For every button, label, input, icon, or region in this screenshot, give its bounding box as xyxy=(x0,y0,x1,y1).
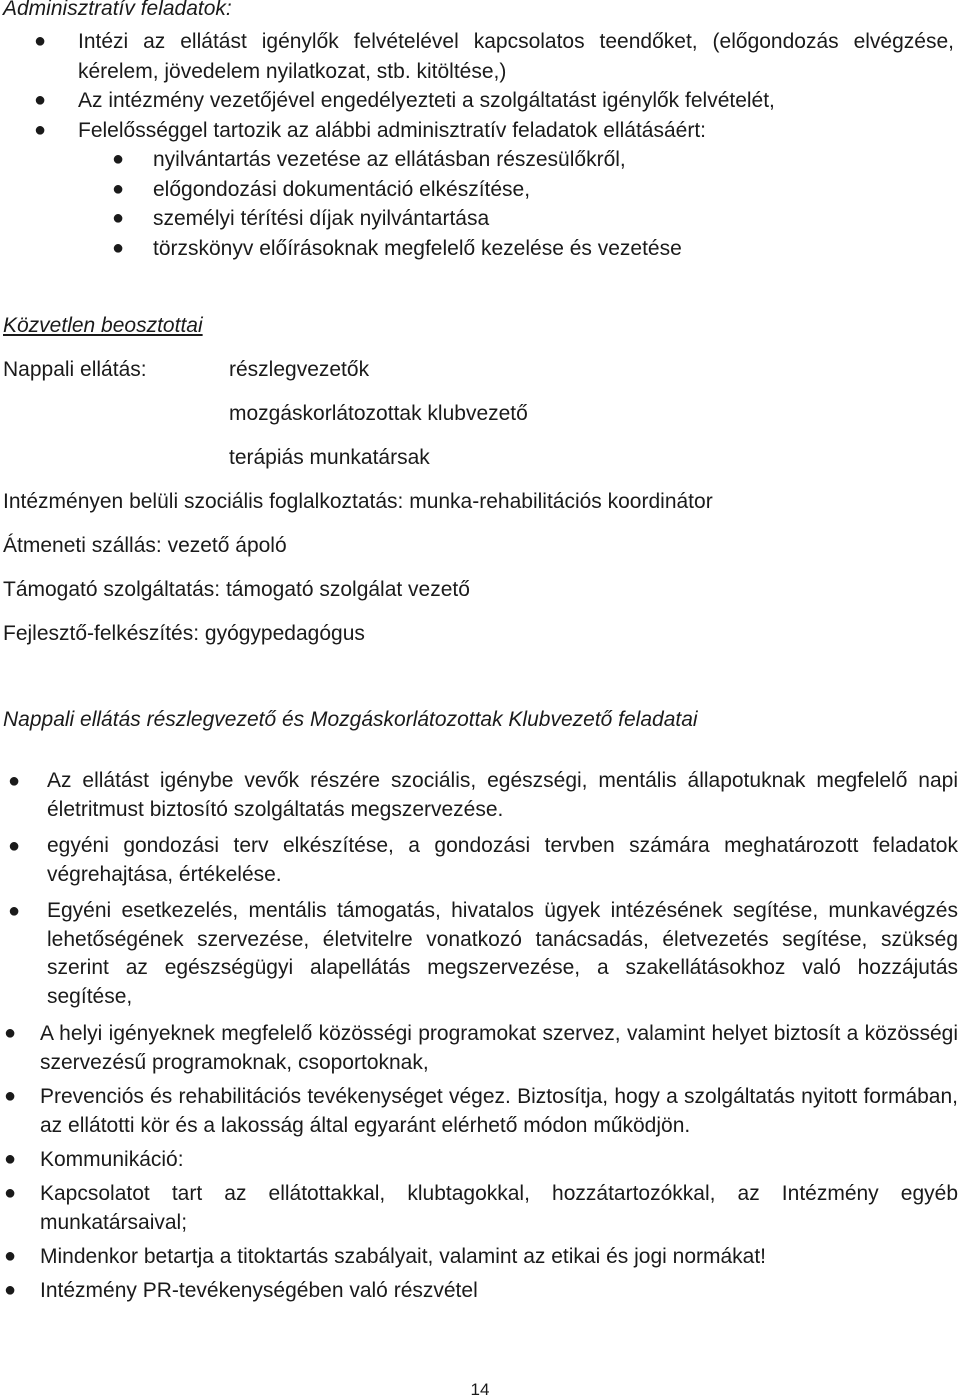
admin-subtask-list xyxy=(0,145,960,263)
duties-list xyxy=(0,767,960,1310)
day-care-label: Nappali ellátás: xyxy=(3,358,147,381)
bullet-icon: ● xyxy=(4,1182,17,1204)
list-item: ● Mindenkor betartja a titoktartás szabályait, valamint az etikai és jogi normákat! xyxy=(0,1242,960,1271)
staff-line: Intézményen belüli szociális foglalkoztatás: munka-rehabilitációs koordinátor xyxy=(3,490,713,513)
list-item: ● Kapcsolatot tart az ellátottakkal, klubtagokkal, hozzátartozókkal, az Intézmény egyéb munkatársaival; xyxy=(0,1179,960,1237)
staff-line: Támogató szolgáltatás: támogató szolgálat vezető xyxy=(3,578,470,601)
bullet-icon: ● xyxy=(4,1245,17,1267)
bullet-icon: ● xyxy=(8,835,21,857)
bullet-icon: ● xyxy=(4,1279,17,1301)
list-item: ● Intézi az ellátást igénylők felvételével kapcsolatos teendőket, (előgondozás elvégzése, kérelem, jövedelem nyilatkozat, stb. kitöltése,) xyxy=(0,27,960,86)
bullet-icon: ● xyxy=(34,89,47,111)
section-heading-admin: Adminisztratív feladatok: xyxy=(3,0,232,20)
bullet-icon: ● xyxy=(112,207,125,229)
list-item: ● Prevenciós és rehabilitációs tevékenységet végez. Biztosítja, hogy a szolgáltatás nyitott formában, az ellátotti kör és a lakosság által egyaránt elérhető módon működjön. xyxy=(0,1082,960,1140)
staff-role: mozgáskorlátozottak klubvezető xyxy=(229,402,528,425)
page-number: 14 xyxy=(470,1380,490,1399)
section-heading-duties: Nappali ellátás részlegvezető és Mozgáskorlátozottak Klubvezető feladatai xyxy=(3,708,698,731)
bullet-icon: ● xyxy=(112,148,125,170)
bullet-icon: ● xyxy=(112,236,125,259)
bullet-icon: ● xyxy=(112,177,125,200)
list-item: ● Felelősséggel tartozik az alábbi adminisztratív feladatok ellátásáért: xyxy=(0,116,960,146)
bullet-icon: ● xyxy=(4,1022,17,1044)
list-item: ● törzskönyv előírásoknak megfelelő kezelése és vezetése xyxy=(0,234,960,264)
list-item: ● Kommunikáció: xyxy=(0,1145,960,1174)
bullet-icon: ● xyxy=(4,1148,17,1170)
list-item: ● személyi térítési díjak nyilvántartása xyxy=(0,204,960,234)
staff-line: Átmeneti szállás: vezető ápoló xyxy=(3,534,287,557)
list-item: ● Intézmény PR-tevékenységében való részvétel xyxy=(0,1276,960,1305)
list-item: ● Az intézmény vezetőjével engedélyezteti a szolgáltatást igénylők felvételét, xyxy=(0,86,960,116)
bullet-icon: ● xyxy=(8,900,21,922)
bullet-icon: ● xyxy=(4,1085,17,1107)
list-item: ● nyilvántartás vezetése az ellátásban részesülőkről, xyxy=(0,145,960,175)
list-item: ● egyéni gondozási terv elkészítése, a gondozási tervben számára meghatározott feladatok végrehajtása, értékelése. xyxy=(8,834,958,886)
bullet-icon: ● xyxy=(34,30,47,52)
staff-role: terápiás munkatársak xyxy=(229,446,430,469)
bullet-icon: ● xyxy=(8,770,21,792)
staff-role: részlegvezetők xyxy=(229,358,370,381)
bullet-icon: ● xyxy=(34,118,47,141)
list-item: ● A helyi igényeknek megfelelő közösségi programokat szervez, valamint helyet biztosít a közösségi szervezésű programoknak, csoportoknak, xyxy=(0,1019,960,1077)
list-item: ● Egyéni esetkezelés, mentális támogatás, hivatalos ügyek intézésének segítése, munkavégzés lehetőségének szervezése, életvitelre vonatkozó tanácsadás, életvezetés segítése, szükség szerint az egészségügyi alapellátás megszervezése, a szakellátásokhoz való hozzájutás segítése, xyxy=(8,899,958,1008)
staff-line: Fejlesztő-felkészítés: gyógypedagógus xyxy=(3,622,365,645)
list-item: ● Az ellátást igénybe vevők részére szociális, egészségi, mentális állapotuknak megfelelő napi életritmust biztosító szolgáltatás megszervezése. xyxy=(8,769,958,821)
list-item: ● előgondozási dokumentáció elkészítése, xyxy=(0,175,960,205)
section-heading-staff: Közvetlen beosztottai xyxy=(3,314,203,337)
admin-task-list xyxy=(0,27,960,263)
